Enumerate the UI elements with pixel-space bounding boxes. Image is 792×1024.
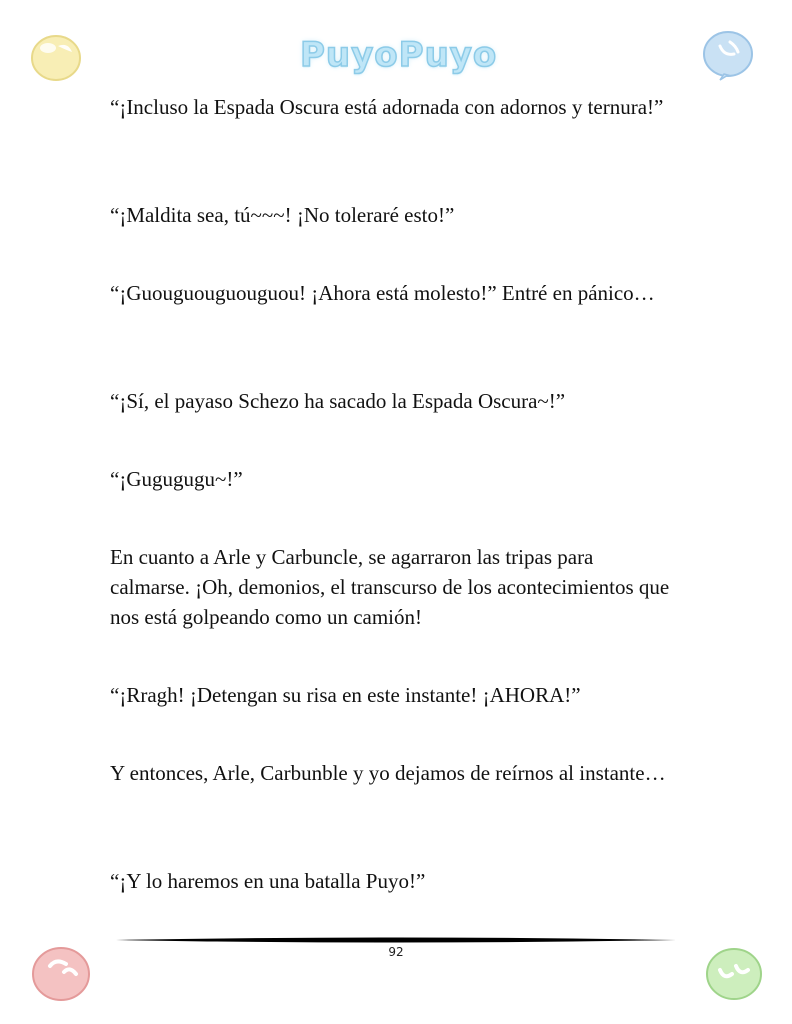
red-puyo-icon: [28, 940, 94, 1006]
puyopuyo-logo: [300, 30, 498, 80]
paragraph: “¡Incluso la Espada Oscura está adornada con adornos y ternura!”: [110, 95, 664, 119]
blue-puyo-icon: [700, 26, 756, 82]
paragraph: “¡Rragh! ¡Detengan su risa en este instante! ¡AHORA!”: [110, 683, 581, 707]
logo-text: PuyoPuyo: [300, 35, 498, 75]
page-number: 92: [388, 945, 404, 959]
green-puyo-icon: [702, 940, 766, 1004]
paragraph: “¡Maldita sea, tú~~~! ¡No toleraré esto!”: [110, 203, 455, 227]
paragraph: “¡Gugugugu~!”: [110, 467, 243, 491]
paragraph: “¡Y lo haremos en una batalla Puyo!”: [110, 869, 426, 893]
yellow-puyo-icon: [28, 28, 84, 84]
footer-divider: [116, 936, 676, 944]
paragraph: “¡Guouguouguouguou! ¡Ahora está molesto!” Entré en pánico…: [110, 281, 655, 305]
paragraph: Y entonces, Arle, Carbunble y yo dejamos de reírnos al instante…: [110, 761, 666, 785]
paragraph: En cuanto a Arle y Carbuncle, se agarraron las tripas para calmarse. ¡Oh, demonios, el transcurso de los acontecimientos que nos está golpeando como un camión!: [110, 545, 670, 629]
paragraph: “¡Sí, el payaso Schezo ha sacado la Espada Oscura~!”: [110, 389, 566, 413]
